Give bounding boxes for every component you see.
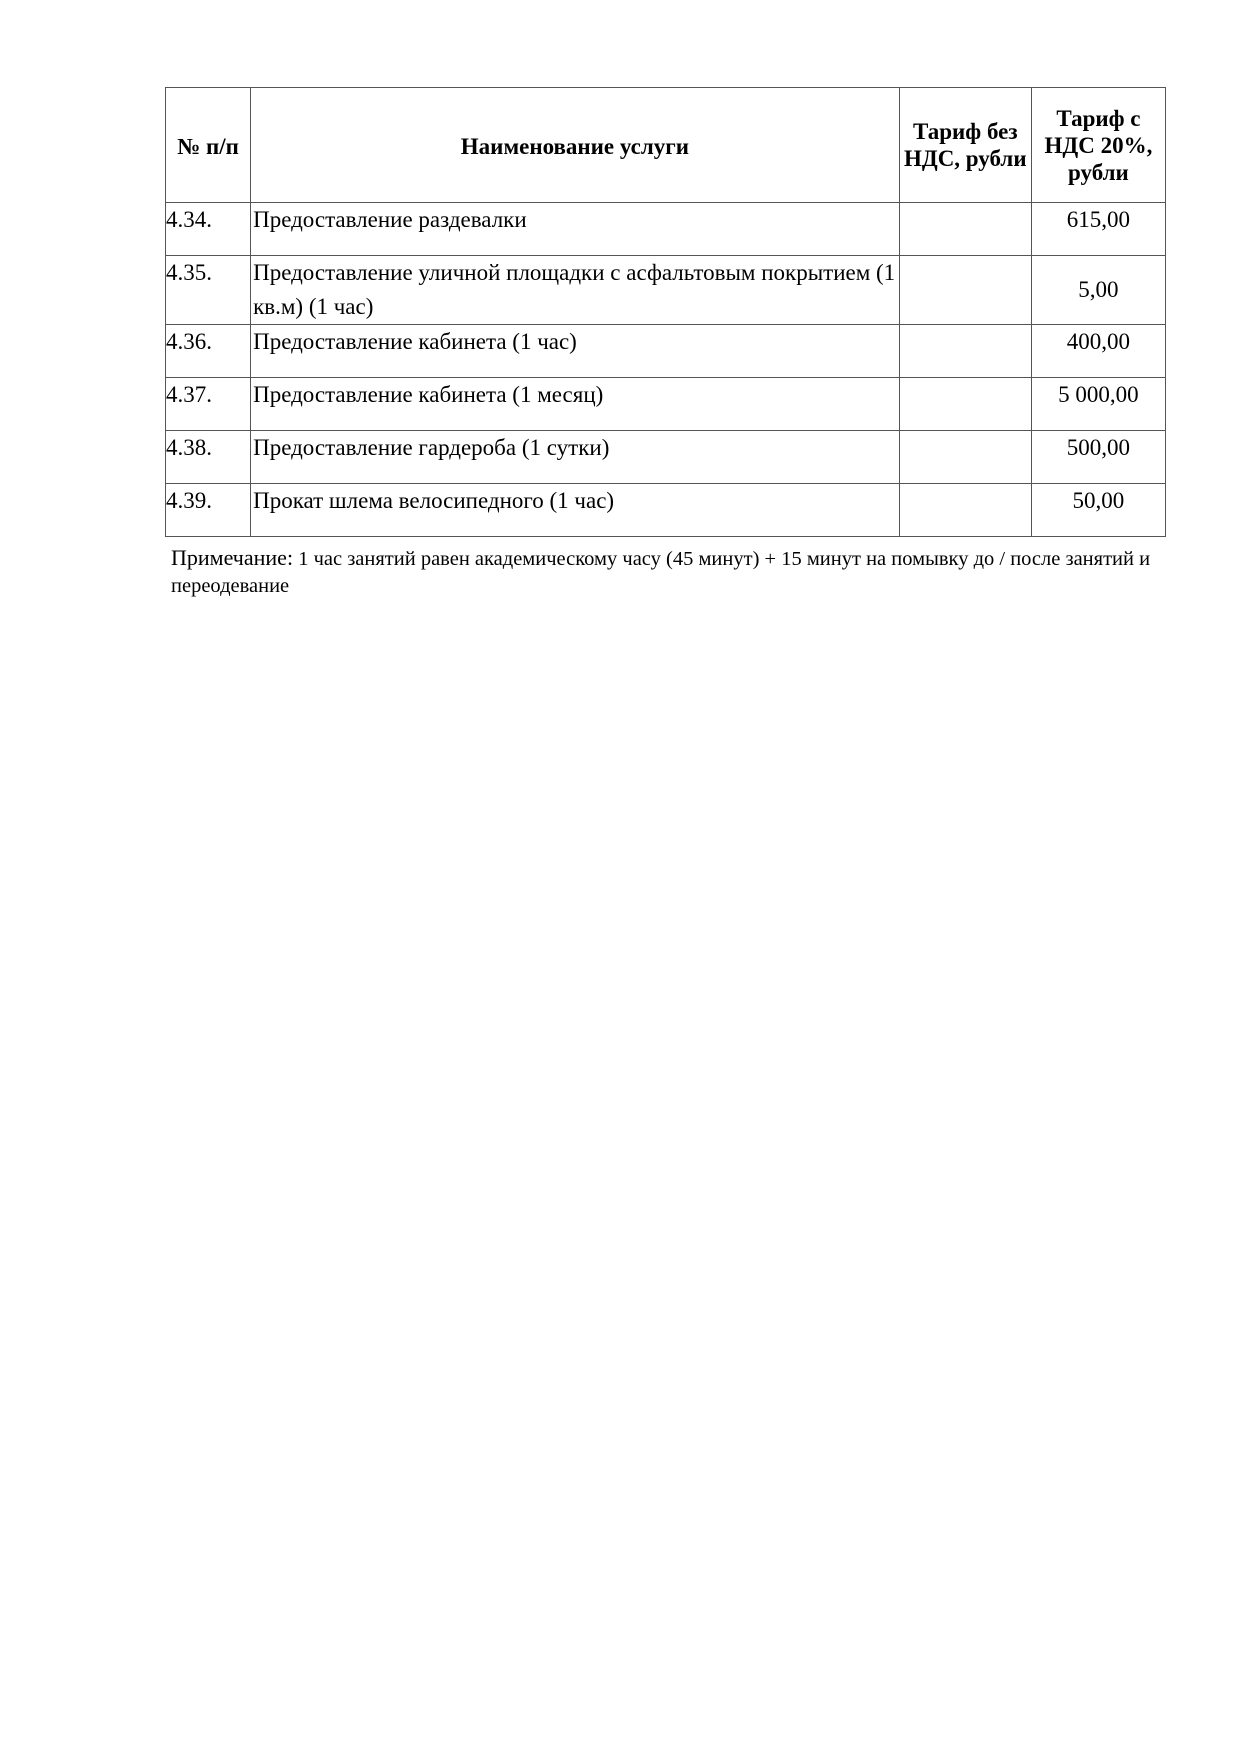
row-num: 4.38.: [166, 431, 251, 484]
header-name: Наименование услуги: [251, 88, 900, 203]
header-tariff-no-vat: Тариф без НДС, рубли: [899, 88, 1031, 203]
row-tariff-no-vat: [899, 378, 1031, 431]
row-name: Предоставление кабинета (1 месяц): [251, 378, 900, 431]
row-tariff-no-vat: [899, 484, 1031, 537]
row-name: Прокат шлема велосипедного (1 час): [251, 484, 900, 537]
row-name: Предоставление уличной площадки с асфальтовым покрытием (1 кв.м) (1 час): [251, 256, 900, 325]
table-row: [166, 256, 1166, 325]
tariff-table: [165, 87, 1166, 537]
row-tariff-vat: 5 000,00: [1031, 378, 1165, 431]
table-note: [171, 544, 1171, 600]
row-tariff-no-vat: [899, 325, 1031, 378]
row-num: 4.37.: [166, 378, 251, 431]
row-tariff-vat: 615,00: [1031, 203, 1165, 256]
row-name: Предоставление раздевалки: [251, 203, 900, 256]
header-num: № п/п: [166, 88, 251, 203]
row-tariff-vat: 400,00: [1031, 325, 1165, 378]
row-tariff-no-vat: [899, 203, 1031, 256]
row-name: Предоставление гардероба (1 сутки): [251, 431, 900, 484]
row-tariff-vat: 500,00: [1031, 431, 1165, 484]
row-name: Предоставление кабинета (1 час): [251, 325, 900, 378]
row-num: 4.34.: [166, 203, 251, 256]
row-tariff-no-vat: [899, 431, 1031, 484]
table-row: [166, 484, 1166, 537]
note-text: 1 час занятий равен академическому часу (45 минут) + 15 минут на помывку до / после занятий и переодевание: [171, 548, 1151, 597]
row-tariff-no-vat: [899, 256, 1031, 325]
table-row: [166, 378, 1166, 431]
note-label: Примечание:: [171, 545, 294, 570]
table-header-row: [166, 88, 1166, 203]
row-num: 4.35.: [166, 256, 251, 325]
row-tariff-vat: 50,00: [1031, 484, 1165, 537]
row-num: 4.39.: [166, 484, 251, 537]
table-row: [166, 325, 1166, 378]
row-num: 4.36.: [166, 325, 251, 378]
row-tariff-vat: 5,00: [1031, 256, 1165, 325]
header-tariff-vat: Тариф с НДС 20%, рубли: [1031, 88, 1165, 203]
table-row: [166, 431, 1166, 484]
table-row: [166, 203, 1166, 256]
